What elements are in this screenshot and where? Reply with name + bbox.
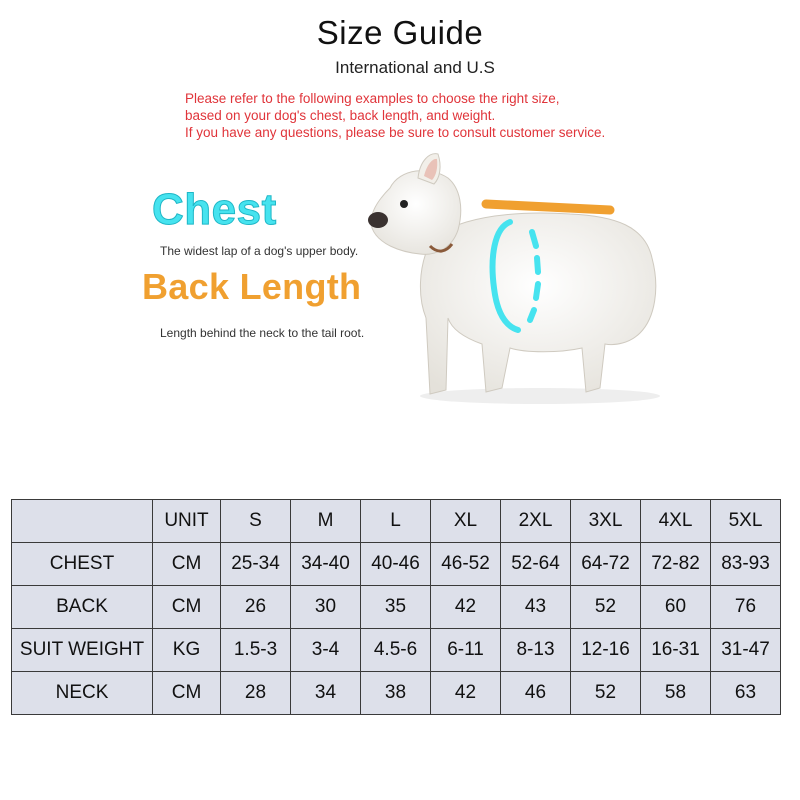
dog-illustration bbox=[360, 148, 680, 408]
back-length-description: Length behind the neck to the tail root. bbox=[160, 326, 365, 340]
table-cell: 64-72 bbox=[571, 543, 641, 586]
page-title: Size Guide bbox=[316, 14, 484, 51]
table-header-cell bbox=[12, 500, 153, 543]
table-header-cell: XL bbox=[431, 500, 501, 543]
table-cell: 52 bbox=[571, 586, 641, 629]
table-cell: 72-82 bbox=[641, 543, 711, 586]
table-header-cell: 2XL bbox=[501, 500, 571, 543]
table-cell: 34 bbox=[291, 672, 361, 715]
table-cell: CM bbox=[153, 543, 221, 586]
table-header-cell: 4XL bbox=[641, 500, 711, 543]
table-header-cell: 5XL bbox=[711, 500, 781, 543]
table-cell: 31-47 bbox=[711, 629, 781, 672]
table-cell: CHEST bbox=[12, 543, 153, 586]
table-cell: 16-31 bbox=[641, 629, 711, 672]
table-cell: SUIT WEIGHT bbox=[12, 629, 153, 672]
table-cell: 58 bbox=[641, 672, 711, 715]
table-cell: 52 bbox=[571, 672, 641, 715]
table-cell: 52-64 bbox=[501, 543, 571, 586]
table-header-cell: L bbox=[361, 500, 431, 543]
table-cell: 38 bbox=[361, 672, 431, 715]
table-cell: 76 bbox=[711, 586, 781, 629]
size-table bbox=[11, 499, 781, 715]
table-header-cell: M bbox=[291, 500, 361, 543]
table-row bbox=[12, 543, 781, 586]
table-row bbox=[12, 629, 781, 672]
table-cell: 3-4 bbox=[291, 629, 361, 672]
table-cell: 60 bbox=[641, 586, 711, 629]
table-cell: 42 bbox=[431, 586, 501, 629]
table-cell: 40-46 bbox=[361, 543, 431, 586]
table-cell: BACK bbox=[12, 586, 153, 629]
back-length-label: Back Length bbox=[142, 266, 362, 307]
chest-label: Chest bbox=[152, 185, 277, 234]
table-cell: 42 bbox=[431, 672, 501, 715]
table-cell: NECK bbox=[12, 672, 153, 715]
table-cell: 83-93 bbox=[711, 543, 781, 586]
table-cell: 4.5-6 bbox=[361, 629, 431, 672]
table-row bbox=[12, 586, 781, 629]
table-cell: 34-40 bbox=[291, 543, 361, 586]
table-cell: CM bbox=[153, 672, 221, 715]
table-header-cell: S bbox=[221, 500, 291, 543]
table-cell: 30 bbox=[291, 586, 361, 629]
table-cell: 26 bbox=[221, 586, 291, 629]
table-header-row bbox=[12, 500, 781, 543]
page-subtitle: International and U.S bbox=[335, 58, 495, 77]
table-cell: 35 bbox=[361, 586, 431, 629]
table-header-cell: 3XL bbox=[571, 500, 641, 543]
table-cell: 43 bbox=[501, 586, 571, 629]
table-cell: 46-52 bbox=[431, 543, 501, 586]
table-cell: 46 bbox=[501, 672, 571, 715]
table-row bbox=[12, 672, 781, 715]
note-line: Please refer to the following examples to choose the right size, bbox=[185, 91, 560, 106]
table-cell: KG bbox=[153, 629, 221, 672]
table-cell: 12-16 bbox=[571, 629, 641, 672]
table-cell: 8-13 bbox=[501, 629, 571, 672]
size-notes bbox=[185, 90, 785, 141]
note-line: If you have any questions, please be sure to consult customer service. bbox=[185, 125, 606, 140]
table-cell: 63 bbox=[711, 672, 781, 715]
note-line: based on your dog's chest, back length, and weight. bbox=[185, 108, 496, 123]
table-cell: CM bbox=[153, 586, 221, 629]
table-cell: 25-34 bbox=[221, 543, 291, 586]
chest-description: The widest lap of a dog's upper body. bbox=[160, 244, 359, 258]
table-cell: 1.5-3 bbox=[221, 629, 291, 672]
table-cell: 28 bbox=[221, 672, 291, 715]
table-cell: 6-11 bbox=[431, 629, 501, 672]
table-header-cell: UNIT bbox=[153, 500, 221, 543]
